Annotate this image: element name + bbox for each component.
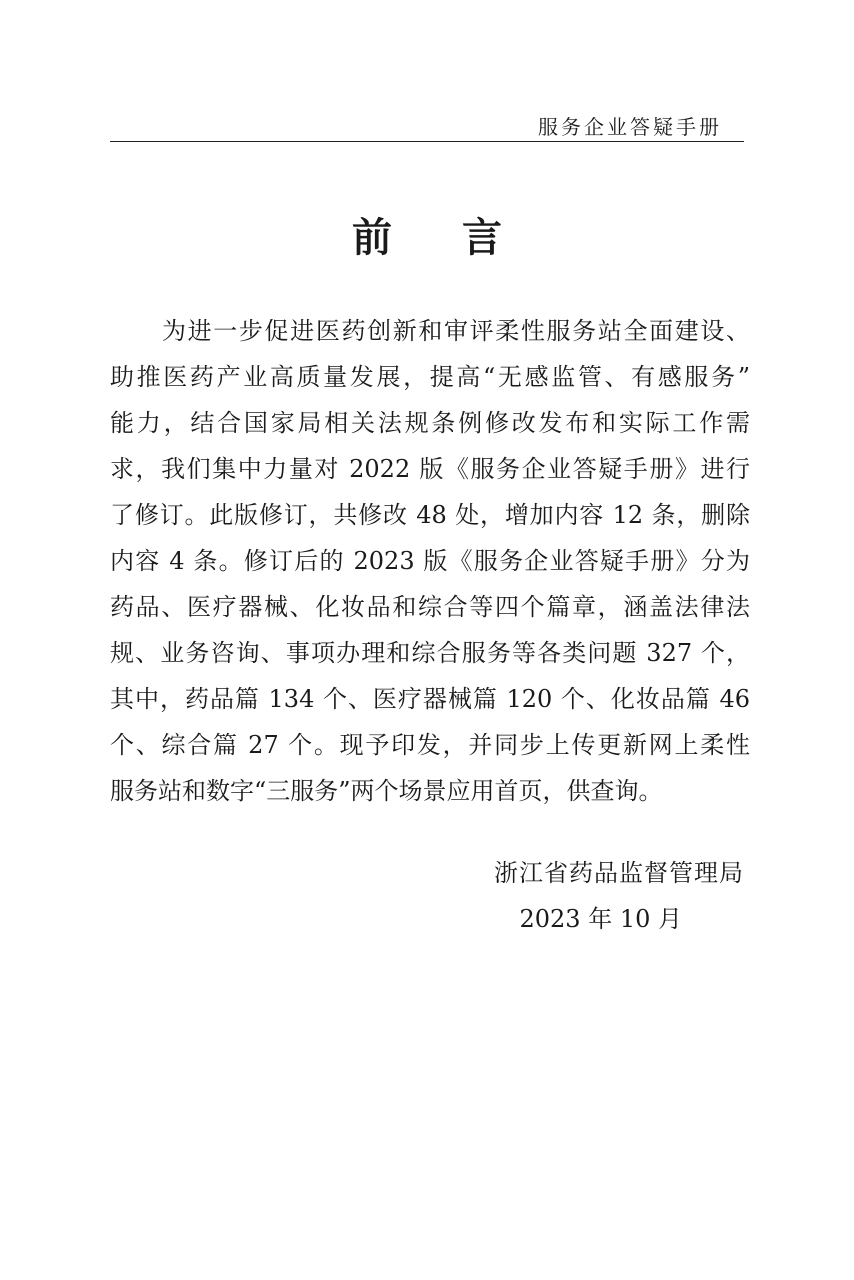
body-line: 规、业务咨询、事项办理和综合服务等各类问题 327 个， bbox=[110, 639, 750, 667]
running-header bbox=[110, 112, 744, 142]
page-title: 前言 bbox=[352, 214, 572, 261]
signature-block bbox=[444, 850, 744, 942]
preface-body bbox=[110, 308, 750, 814]
signature-date: 2023 年 10 月 bbox=[519, 905, 682, 933]
signature-organization: 浙江省药品监督管理局 bbox=[494, 859, 744, 887]
body-line: 求，我们集中力量对 2022 版《服务企业答疑手册》进行 bbox=[110, 455, 750, 483]
running-header-title: 服务企业答疑手册 bbox=[538, 115, 722, 139]
body-line: 能力，结合国家局相关法规条例修改发布和实际工作需 bbox=[110, 409, 750, 437]
body-line: 为进一步促进医药创新和审评柔性服务站全面建设、 bbox=[162, 317, 750, 345]
body-line: 助推医药产业高质量发展，提高“无感监管、有感服务” bbox=[110, 363, 750, 391]
body-line: 药品、医疗器械、化妆品和综合等四个篇章，涵盖法律法 bbox=[110, 593, 750, 621]
body-line: 个、综合篇 27 个。现予印发，并同步上传更新网上柔性 bbox=[110, 731, 750, 759]
body-line: 服务站和数字“三服务”两个场景应用首页，供查询。 bbox=[110, 777, 663, 805]
body-line: 了修订。此版修订，共修改 48 处，增加内容 12 条，删除 bbox=[110, 501, 750, 529]
body-line: 内容 4 条。修订后的 2023 版《服务企业答疑手册》分为 bbox=[110, 547, 750, 575]
body-line: 其中，药品篇 134 个、医疗器械篇 120 个、化妆品篇 46 bbox=[110, 685, 750, 713]
